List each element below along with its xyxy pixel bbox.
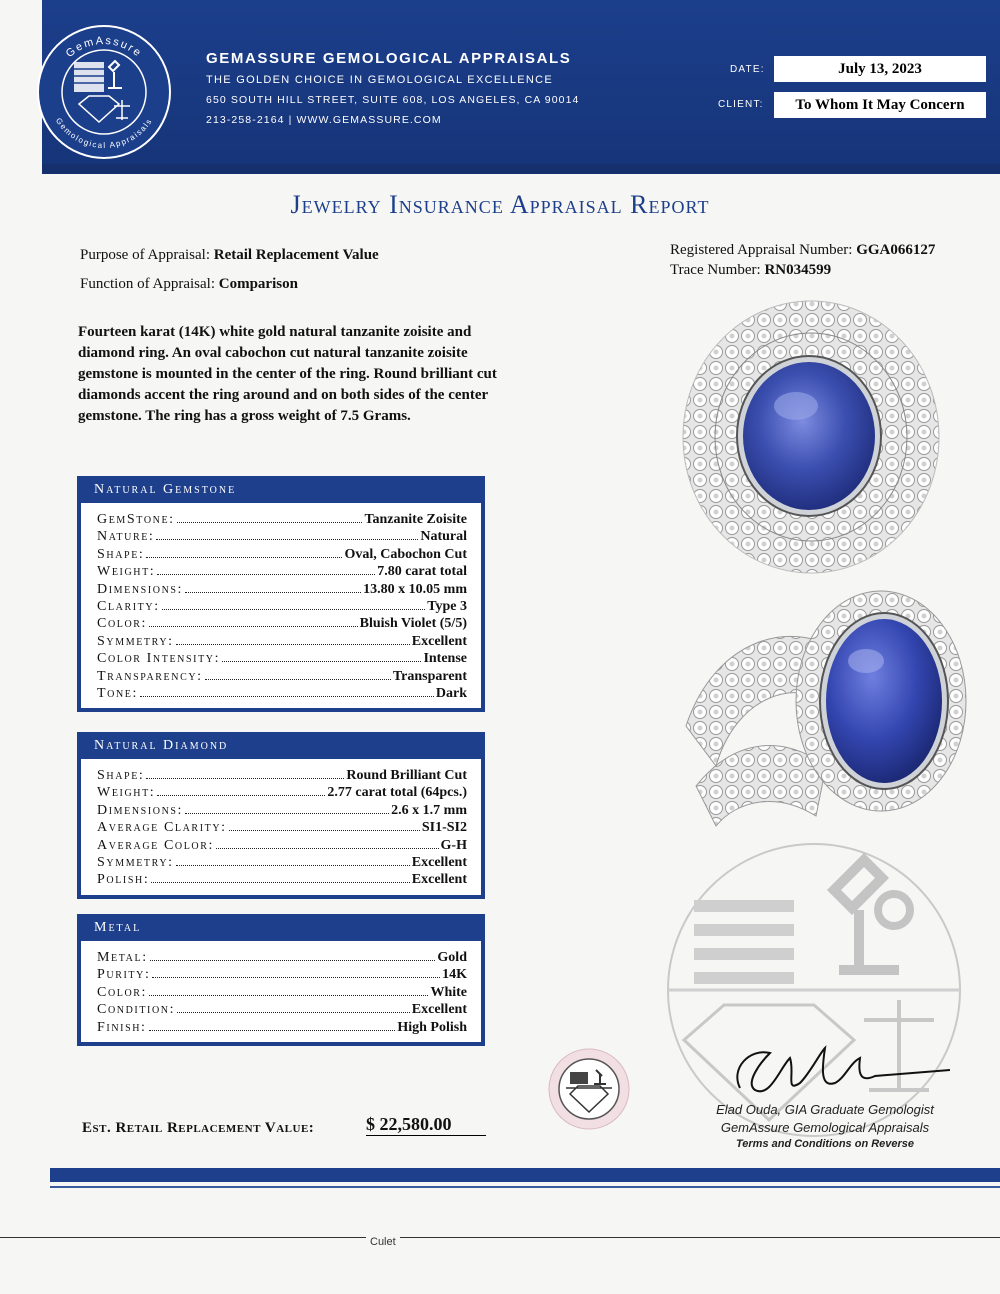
- leader-dots: [157, 795, 325, 796]
- metal-row: [97, 1001, 467, 1018]
- culet-label: Culet: [366, 1236, 400, 1248]
- diamond-row: [97, 837, 467, 854]
- metal-row-value: Excellent: [411, 1002, 467, 1018]
- gemstone-row-value: Excellent: [411, 633, 467, 649]
- gemstone-row-value: Intense: [423, 651, 467, 667]
- estimate-value: $ 22,580.00: [366, 1114, 486, 1136]
- diamond-row-label: Symmetry:: [97, 855, 174, 871]
- metal-row-value: White: [430, 984, 467, 1000]
- diamond-row-value: 2.77 carat total (64pcs.): [327, 785, 467, 801]
- gemstone-row-label: Nature:: [97, 529, 155, 545]
- gemstone-row-value: Dark: [435, 686, 467, 702]
- diamond-row: [97, 802, 467, 819]
- diamond-row-label: Shape:: [97, 768, 145, 783]
- registration-label: Registered Appraisal Number:: [670, 242, 853, 258]
- diamond-row-value: SI1-SI2: [421, 820, 467, 836]
- gemstone-row-value: Tanzanite Zoisite: [364, 512, 467, 527]
- registration-value: GGA066127: [856, 242, 936, 258]
- gemstone-row-value: 13.80 x 10.05 mm: [363, 581, 467, 597]
- purpose-line: [80, 247, 379, 264]
- gemstone-row-value: Bluish Violet (5/5): [359, 616, 467, 632]
- gemstone-row: [97, 563, 467, 580]
- gemstone-section: [77, 476, 485, 712]
- small-seal-icon: [548, 1048, 630, 1130]
- estimate-label: Est. Retail Replacement Value:: [82, 1120, 315, 1136]
- leader-dots: [149, 1030, 396, 1031]
- metal-row-value: 14K: [442, 967, 467, 983]
- gemstone-heading: Natural Gemstone: [94, 482, 237, 497]
- purpose-value: Retail Replacement Value: [213, 247, 379, 263]
- leader-dots: [151, 882, 409, 883]
- metal-row-label: Purity:: [97, 967, 151, 983]
- diamond-heading: Natural Diamond: [94, 738, 229, 753]
- culet-guide-line: [0, 1237, 1000, 1238]
- leader-dots: [146, 778, 344, 779]
- gemstone-row: [97, 633, 467, 650]
- seal-text-top: GemAssure: [63, 34, 145, 61]
- gemstone-row-value: Natural: [420, 529, 467, 545]
- gemstone-row: [97, 650, 467, 667]
- leader-dots: [176, 644, 410, 645]
- gemstone-row: [97, 528, 467, 545]
- diamond-row: [97, 871, 467, 888]
- gemstone-row-label: GemStone:: [97, 512, 175, 527]
- metal-section: [77, 914, 485, 1046]
- client-value: To Whom It May Concern: [774, 92, 986, 118]
- ring-side-photo: [676, 576, 976, 838]
- gemstone-row-label: Transparency:: [97, 668, 203, 684]
- diamond-row-value: 2.6 x 1.7 mm: [391, 802, 467, 818]
- trace-line: [670, 262, 831, 279]
- gemstone-row-label: Tone:: [97, 686, 138, 702]
- diamond-row-label: Weight:: [97, 785, 156, 801]
- date-value: July 13, 2023: [774, 56, 986, 82]
- terms-note: Terms and Conditions on Reverse: [735, 1138, 915, 1150]
- leader-dots: [149, 626, 358, 627]
- leader-dots: [162, 609, 425, 610]
- metal-row: [97, 949, 467, 966]
- leader-dots: [222, 661, 421, 662]
- gemstone-row-label: Symmetry:: [97, 633, 174, 649]
- gemstone-row: [97, 615, 467, 632]
- gemstone-row-label: Color:: [97, 616, 148, 632]
- gemstone-row-value: Transparent: [392, 668, 467, 684]
- signer-name: Elad Ouda, GIA Graduate Gemologist: [716, 1102, 934, 1117]
- diamond-row-label: Polish:: [97, 872, 150, 888]
- company-name: GEMASSURE GEMOLOGICAL APPRAISALS: [206, 50, 572, 67]
- diamond-row-value: Excellent: [411, 855, 467, 871]
- metal-row-value: High Polish: [397, 1019, 467, 1035]
- gemstone-row-value: Oval, Cabochon Cut: [344, 546, 467, 562]
- leader-dots: [146, 557, 342, 558]
- client-label: CLIENT:: [718, 99, 764, 110]
- gemstone-row-label: Weight:: [97, 564, 156, 580]
- metal-row: [97, 1019, 467, 1036]
- gemstone-row-label: Dimensions:: [97, 581, 184, 597]
- gemstone-table: [81, 503, 481, 708]
- page-title: Jewelry Insurance Appraisal Report: [290, 190, 710, 219]
- function-line: [80, 276, 298, 293]
- trace-label: Trace Number:: [670, 262, 761, 278]
- header-strip: [42, 164, 1000, 174]
- company-tagline: THE GOLDEN CHOICE IN GEMOLOGICAL EXCELLENCE: [206, 74, 554, 86]
- gemstone-row-label: Shape:: [97, 546, 145, 562]
- gemstone-row: [97, 511, 467, 528]
- date-label: DATE:: [730, 64, 765, 75]
- leader-dots: [150, 960, 436, 961]
- diamond-row: [97, 819, 467, 836]
- leader-dots: [177, 1012, 410, 1013]
- diamond-section: [77, 732, 485, 899]
- gemstone-row: [97, 685, 467, 702]
- leader-dots: [149, 995, 428, 996]
- metal-row-label: Color:: [97, 984, 148, 1000]
- signature-image: [710, 1028, 950, 1108]
- gemstone-row-value: Type 3: [427, 599, 467, 615]
- gemstone-row-label: Clarity:: [97, 599, 160, 615]
- gemstone-row: [97, 668, 467, 685]
- purpose-label: Purpose of Appraisal:: [80, 247, 210, 263]
- function-label: Function of Appraisal:: [80, 276, 215, 292]
- diamond-row-value: Round Brilliant Cut: [346, 768, 467, 783]
- registration-line: [670, 242, 935, 259]
- diamond-row: [97, 854, 467, 871]
- metal-table: [81, 941, 481, 1042]
- gemstone-row-label: Color Intensity:: [97, 651, 221, 667]
- diamond-row-value: G-H: [440, 837, 467, 853]
- leader-dots: [157, 574, 375, 575]
- diamond-row: [97, 767, 467, 784]
- seal-text-bottom: Gemological Appraisals: [53, 116, 155, 151]
- gemstone-row: [97, 546, 467, 563]
- diamond-row-value: Excellent: [411, 872, 467, 888]
- diamond-table: [81, 759, 481, 895]
- trace-value: RN034599: [764, 262, 832, 278]
- metal-row: [97, 966, 467, 983]
- metal-row-label: Finish:: [97, 1019, 147, 1035]
- leader-dots: [205, 679, 391, 680]
- item-description: Fourteen karat (14K) white gold natural tanzanite zoisite and diamond ring. An oval cabochon cut natural tanzanite zoisite gemstone is mounted in the center of the ring. Round brilliant cut diamonds accent the ring around and on both sides of the center gemstone. The ring has a gross weight of 7.5 Grams.: [78, 324, 497, 424]
- company-block: [206, 50, 580, 126]
- metal-row-value: Gold: [437, 950, 467, 965]
- signer-company: GemAssure Gemological Appraisals: [720, 1120, 930, 1135]
- company-contact: 213-258-2164 | WWW.GEMASSURE.COM: [206, 114, 442, 126]
- gemstone-row-value: 7.80 carat total: [377, 564, 467, 580]
- diamond-row-label: Average Color:: [97, 837, 215, 853]
- leader-dots: [216, 848, 439, 849]
- metal-heading: Metal: [94, 920, 142, 935]
- metal-row: [97, 984, 467, 1001]
- seal-icon: [34, 22, 174, 162]
- leader-dots: [185, 813, 389, 814]
- leader-dots: [177, 522, 363, 523]
- leader-dots: [152, 977, 440, 978]
- leader-dots: [185, 592, 361, 593]
- metal-row-label: Condition:: [97, 1002, 176, 1018]
- gemstone-row: [97, 598, 467, 615]
- ring-top-photo: [676, 296, 946, 578]
- diamond-row: [97, 784, 467, 801]
- leader-dots: [176, 865, 410, 866]
- footer-bar: [50, 1168, 1000, 1182]
- function-value: Comparison: [218, 276, 298, 292]
- metal-row-label: Metal:: [97, 950, 148, 965]
- footer-line: [50, 1186, 1000, 1188]
- diamond-row-label: Average Clarity:: [97, 820, 227, 836]
- leader-dots: [156, 539, 418, 540]
- company-address: 650 SOUTH HILL STREET, SUITE 608, LOS ANGELES, CA 90014: [206, 94, 580, 106]
- leader-dots: [140, 696, 434, 697]
- leader-dots: [229, 830, 420, 831]
- gemstone-row: [97, 581, 467, 598]
- diamond-row-label: Dimensions:: [97, 802, 184, 818]
